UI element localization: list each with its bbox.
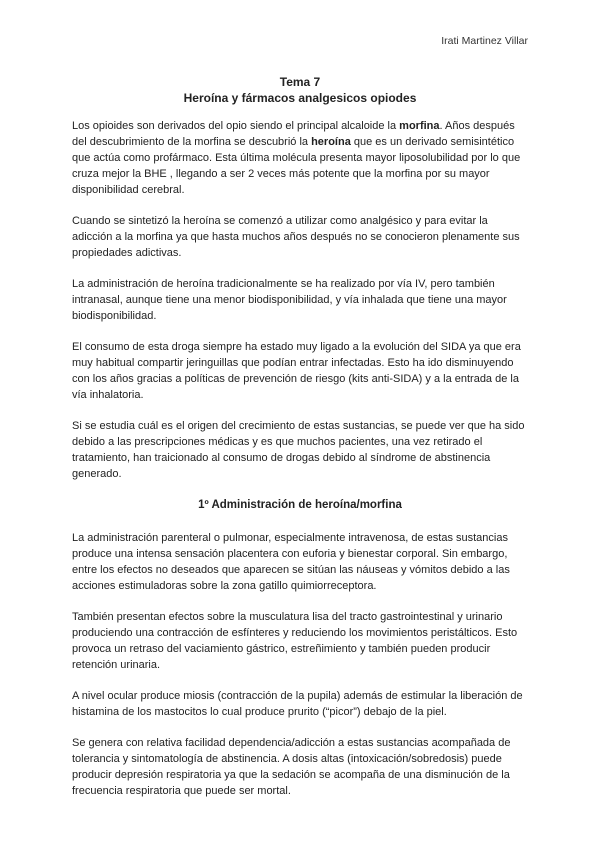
paragraph-intro <box>72 118 528 198</box>
paragraph-origin: Si se estudia cuál es el origen del crecimiento de estas sustancias, se puede ver que ha sido debido a las prescripciones médicas y es que muchos pacientes, una vez retirado el tratamiento, han traicionado al consumo de drogas debido al síndrome de abstinencia generado. <box>72 420 525 480</box>
section-paragraph-dependence: Se genera con relativa facilidad dependencia/adicción a estas sustancias acompañada de tolerancia y sintomatología de abstinencia. A dosis altas (intoxicación/sobredosis) puede producir depresión respiratoria ya que la sedación se acompaña de una disminución de la frecuencia respiratoria que puede ser mortal. <box>72 737 511 797</box>
document-body <box>72 118 528 814</box>
section-paragraph-ocular: A nivel ocular produce miosis (contracción de la pupila) además de estimular la liberación de histamina de los mastocitos lo cual produce prurito (“picor”) debajo de la piel. <box>72 690 523 718</box>
section-paragraph-effects: La administración parenteral o pulmonar, especialmente intravenosa, de estas sustancias produce una intensa sensación placentera con euforia y bienestar corporal. Sin embargo, entre los efectos no deseados que aparecen se sitúan las náuseas y vómitos debido a las acciones estimuladoras sobre la zona gatillo quimiorreceptora. <box>72 532 510 592</box>
section-heading: 1º Administración de heroína/morfina <box>198 499 402 511</box>
topic-title: Tema 7 <box>279 75 321 89</box>
keyword-morfina: morfina <box>399 120 440 132</box>
paragraph-sida: El consumo de esta droga siempre ha estado muy ligado a la evolución del SIDA ya que era muy habitual compartir jeringuillas que podían entrar infectadas. Esto ha ido disminuyendo con los años gracias a políticas de prevención de riesgo (kits anti-SIDA) y a la entrada de la vía inhalatoria. <box>72 341 521 401</box>
title-block <box>72 74 528 106</box>
keyword-heroina: heroína <box>311 136 351 148</box>
paragraph-administration: La administración de heroína tradicionalmente se ha realizado por vía IV, pero también intranasal, aunque tiene una menor biodisponibilidad, y vía inhalada que tiene una mayor biodisponibilidad. <box>72 278 507 322</box>
section-paragraph-smooth-muscle: También presentan efectos sobre la musculatura lisa del tracto gastrointestinal y urinario produciendo una contracción de esfínteres y reduciendo los movimientos peristálticos. Esto provoca un retraso del vaciamiento gástrico, estreñimiento y también pueden producir retención urinaria. <box>72 611 518 671</box>
paragraph-history: Cuando se sintetizó la heroína se comenzó a utilizar como analgésico y para evitar la adicción a la morfina ya que hasta muchos años después no se conocieron plenamente sus propiedades adictivas. <box>72 215 520 259</box>
paragraph-intro-text-d: que es un derivado semisintético que actúa como profármaco. Esta última molécula presenta mayor liposolubilidad por lo que cruza mejor la BHE , llegando a ser 2 veces más potente que la morfina por su mayor disponibilidad cerebral. <box>72 136 521 196</box>
author-name: Irati Martinez Villar <box>441 35 528 47</box>
paragraph-intro-text-a: Los opioides son derivados del opio siendo el principal alcaloide la <box>72 120 400 132</box>
document-subtitle: Heroína y fármacos analgesicos opiodes <box>183 91 417 105</box>
paragraph-intro-text-c: . Años después del descubrimiento de la morfina se descubrió la <box>72 120 515 148</box>
